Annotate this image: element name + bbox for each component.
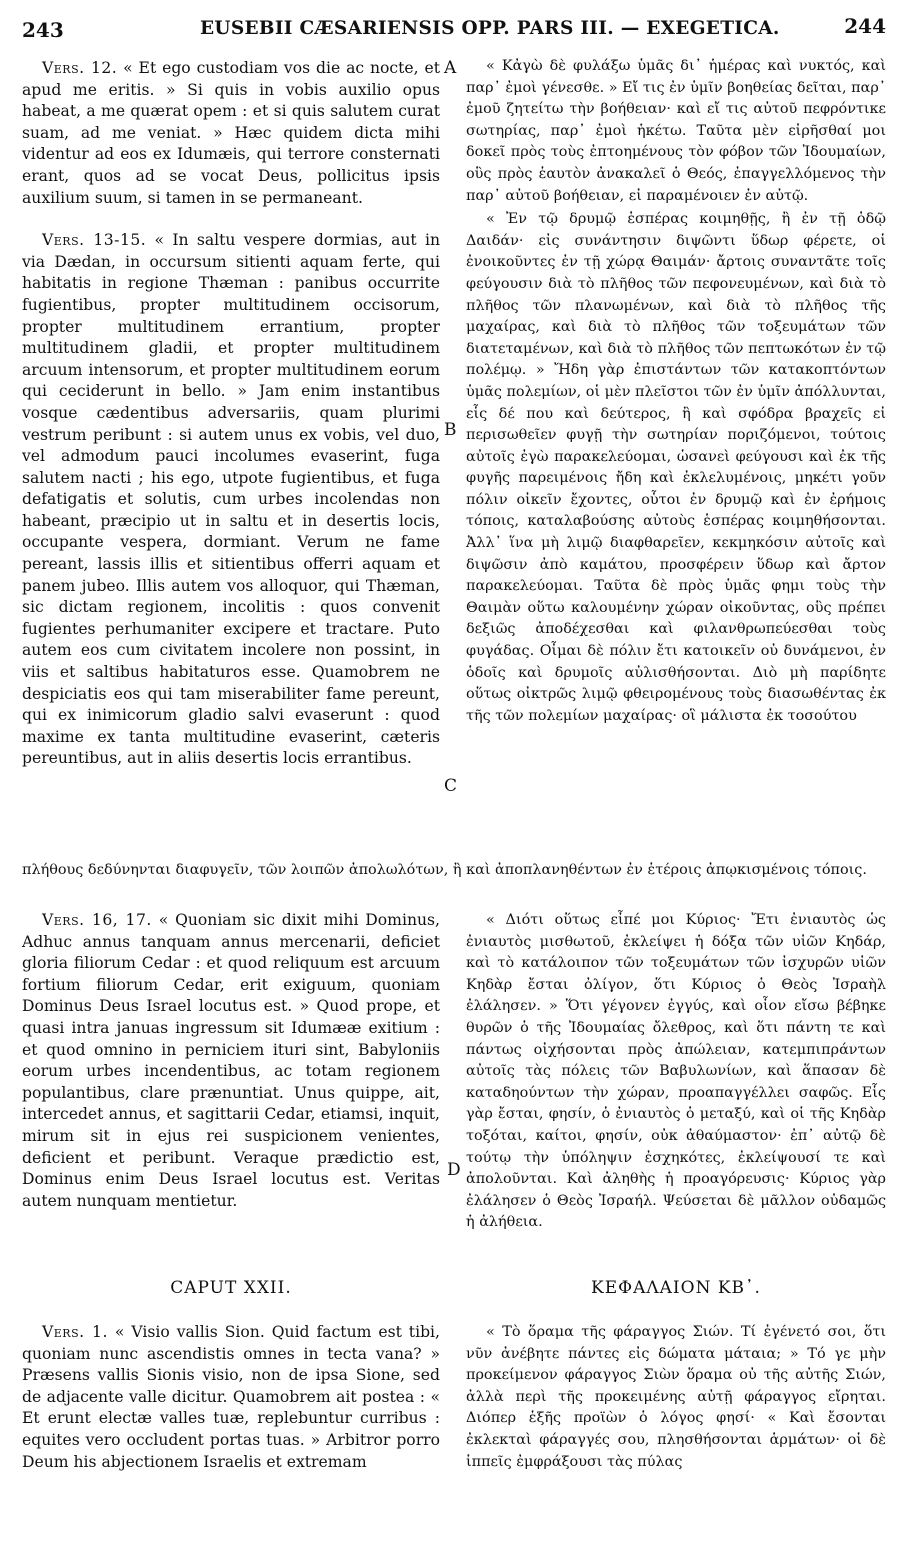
latin-text: « In saltu vespere dormias, aut in via Dædan, in occursum sitienti aquam ferte, qui habitatis in regione Thæman : panibus occurrite fugientibus, propter multitudinem occisorum, propter multitudinem errantium, propter multitudinem gladii, et propter multitudinem arcuum intensorum, et propter multitudinem eorum qui ceciderunt in bello. » Jam enim instantibus vosque cædentibus adversariis, quam plurimi vestrum peribunt : si autem unus ex vobis, vel duo, vel admodum pauci incolumes evaserint, fuga salutem nacti ; his ego, utpote fugientibus, et fuga defatigatis et solutis, cum urbes incolendas non habeant, præcipio ut in saltu et in desertis locis, occupante vespera, dormiant. Verum ne fame pereant, lassis illis et sitientibus offerri aquam et panem jubeo. Illis autem vos alloquor, qui Thæman, sic dictam regionem, incolitis : quos convenit fugientes perhumaniter excipere et tractare. Puto autem eos cum civitatem incolere non possint, in viis et saltibus habitaturos esse. Quamobrem ne despiciatis eos qui tam miserabiliter fame pereunt, qui ex inimicorum gladio salvi evaserunt : quod maxime ex tanta multitudine evaserint, cæteris pereuntibus, aut in aliis desertis locis errantibus. bbox=[22, 231, 440, 768]
latin-paragraph bbox=[22, 58, 440, 209]
margin-letter-c: C bbox=[444, 776, 458, 796]
greek-paragraph: « Κἀγὼ δὲ φυλάξω ὑμᾶς δι᾽ ἡμέρας καὶ νυκτός, καὶ παρ᾽ ἐμοὶ γένεσθε. » Εἴ τις ἐν ὑμῖν βοηθείας δεῖται, παρ᾽ ἐμοῦ ζητείτω τὴν βοήθειαν· καὶ εἴ τις αὐτοῦ πεφρόντικε σωτηρίας, παρ᾽ ἐμοὶ ἡκέτω. Ταῦτα μὲν εἰρῆσθαί μοι δοκεῖ πρὸς τοὺς ἐπτοημένους τὸν φόβον τῶν Ἰδουμαίων, οὓς πρὸς ἑαυτὸν ἀνακαλεῖ ὁ Θεός, ἐπαγγελλόμενος τὴν παρ᾽ αὐτοῦ βοήθειαν, εἰ παραμένοιεν ἐν αὐτῷ. bbox=[466, 58, 886, 204]
chapter-heading-greek: ΚΕΦΑΛΑΙΟΝ ΚΒ᾽. bbox=[591, 1278, 761, 1298]
latin-paragraph bbox=[22, 1322, 440, 1473]
latin-text: « Et ego custodiam vos die ac nocte, et apud me eritis. » Si quis in vobis auxilio opus habeat, a me quærat opem : et si quis salutem curat suam, ad me veniat. » Hæc quidem dicta mihi videntur ad eos ex Idumæis, qui terrore consternati erant, quos ad se vocat Deus, pollicitus ipsis auxilium suum, si tamen in se permaneant. bbox=[22, 59, 440, 207]
greek-column-top bbox=[466, 56, 886, 727]
latin-paragraph bbox=[22, 230, 440, 770]
margin-letter-d: D bbox=[447, 1160, 461, 1180]
latin-text: « Quoniam sic dixit mihi Dominus, Adhuc annus tanquam annus mercenarii, deficiet gloria filiorum Cedar : et quod reliquum est arcuum fortium filiorum Cedar, erit exiguum, quoniam Dominus Deus Israel locutus est. » Quod prope, et quasi intra januas ingressum sit Idumææ exitium : et quod omnino in perniciem ituri sint, Babyloniis eorum urbes incendentibus, ac totam regionem populantibus, clare prænuntiat. Unus quippe, ait, intercedet annus, et sagittarii Cedar, etiamsi, inquit, mirum sit in ejus rei suspicionem venientes, deficient et peribunt. Veraque prædictio est, Dominus enim Deus Israel locutus est. Veritas autem nunquam mentietur. bbox=[22, 911, 440, 1210]
margin-letter-b: B bbox=[444, 420, 457, 440]
verse-label: Vers. 12. bbox=[42, 59, 118, 77]
chapter-heading-latin: CAPUT XXII. bbox=[170, 1278, 292, 1298]
greek-paragraph: « Διότι οὕτως εἶπέ μοι Κύριος· Ἔτι ἐνιαυτὸς ὡς ἐνιαυτὸς μισθωτοῦ, ἐκλείψει ἡ δόξα τῶν υἱῶν Κηδάρ, καὶ τὸ κατάλοιπον τῶν τοξευμάτων τῶν ἰσχυρῶν υἱῶν Κηδὰρ ἔσται ὀλίγον, ὅτι Κύριος ὁ Θεὸς Ἰσραὴλ ἐλάλησεν. » Ὅτι γέγονεν ἐγγύς, καὶ οἷον εἴσω βέβηκε θυρῶν ὁ τῆς Ἰδουμαίας ὄλεθρος, καὶ ὅτι πάντη τε καὶ πάντως οἰχήσονται πρὸς ἀπώλειαν, κατεμπιπράντων αὐτοῖς τὰς πόλεις τῶν Βαβυλωνίων, καὶ ἅπασαν δὲ καταδηούντων τὴν χώραν, προαπαγγέλλει σαφῶς. Εἷς γὰρ ἔσται, φησίν, ὁ ἐνιαυτὸς ὁ μεταξύ, καὶ οἱ τῆς Κηδὰρ τοξόται, καίτοι, φησίν, οὐκ ἀθαύμαστον· ἐπ᾽ αὐτῷ δὲ τούτῳ τὴν ὑπόληψιν ἐσχηκότες, ἐκλείψουσί τε καὶ ἀπολοῦνται. Καὶ ἀληθὴς ἡ προαγόρευσις· Κύριος γὰρ ἐλάλησεν ὁ Θεὸς Ἰσραήλ. Ψεύσεται δὲ μᾶλλον οὐδαμῶς ἡ ἀλήθεια. bbox=[466, 912, 886, 1231]
greek-paragraph: « Τὸ ὅραμα τῆς φάραγγος Σιών. Τί ἐγένετό σοι, ὅτι νῦν ἀνέβητε πάντες εἰς δώματα μάταια; » Τό γε μὴν προκείμενον φάραγγος Σιὼν ὅραμα οὐ τῆς αὐτῆς Σιών, ἀλλὰ περὶ τῆς προκειμένης αὐτῇ φάραγγος εἴρηται. Διόπερ ἑξῆς προϊὼν ὁ λόγος φησί· « Καὶ ἔσονται ἐκλεκταὶ φάραγγές σου, πλησθήσονται ἁρμάτων· οἱ δὲ ἱππεῖς ἐμφράξουσι τὰς πύλας bbox=[466, 1324, 886, 1470]
verse-label: Vers. 16, 17. bbox=[42, 911, 152, 929]
running-title: EUSEBII CÆSARIENSIS OPP. PARS III. — EXEGETICA. bbox=[200, 18, 780, 39]
page-number-left: 243 bbox=[22, 18, 64, 42]
greek-fullwidth-line: πλήθους δεδύνηνται διαφυγεῖν, τῶν λοιπῶν ἀπολωλότων, ἢ καὶ ἀποπλανηθέντων ἐν ἑτέροις ἀπῳκισμένοις τόποις. bbox=[22, 862, 867, 878]
verse-label: Vers. 1. bbox=[42, 1323, 108, 1341]
page-number-right: 244 bbox=[844, 14, 886, 38]
latin-text: « Visio vallis Sion. Quid factum est tibi, quoniam nunc ascendistis omnes in tecta vana? » Præsens vallis Sionis visio, non de ipsa Sione, sed de adjacente valle dicitur. Quamobrem ait postea : « Et erunt electæ valles tuæ, replebuntur curribus : equites vero occludent portas tuas. » Arbitror porro Deum his abjectionem Israelis et extremam bbox=[22, 1323, 440, 1471]
latin-column-middle bbox=[22, 910, 440, 1212]
greek-paragraph: « Ἐν τῷ δρυμῷ ἑσπέρας κοιμηθῇς, ἢ ἐν τῇ ὁδῷ Δαιδάν· εἰς συνάντησιν διψῶντι ὕδωρ φέρετε, οἱ ἐνοικοῦντες ἐν τῇ χώρᾳ Θαιμάν· ἄρτοις συναντᾶτε τοῖς φεύγουσιν διὰ τὸ πλῆθος τῶν πεφονευμένων, καὶ διὰ τὸ πλῆθος τῶν πλανωμένων, καὶ διὰ τὸ πλῆθος τῆς μαχαίρας, καὶ διὰ τὸ πλῆθος τῶν τοξευμάτων τῶν διατεταμένων, καὶ διὰ τὸ πλῆθος τῶν πεπτωκότων ἐν τῷ πολέμῳ. » Ἤδη γὰρ ἐπιστάντων τῶν κατακοπτόντων ὑμᾶς πολεμίων, οἱ μὲν πλεῖστοι τῶν ἐν ὑμῖν ἀπόλλυνται, εἷς δέ που καὶ δεύτερος, ἢ καὶ σφόδρα βραχεῖς εἰ περισωθεῖεν φυγῇ τὴν σωτηρίαν ποριζόμενοι, τούτοις αὐτοῖς ἐγὼ παρακελεύομαι, ὡσανεὶ φεύγουσι καὶ ἐκ τῆς φυγῆς παρειμένοις ἤδη καὶ ἐκλελυμένοις, μηκέτι γοῦν πόλιν οἰκεῖν ἔχοντες, οὗτοι ἐν δρυμῷ καὶ ἐν ἐρήμοις τόποις, καταλαβούσης αὐτοὺς ἑσπέρας κοιμηθήσονται. Ἀλλ᾽ ἵνα μὴ λιμῷ διαφθαρεῖεν, κεκμηκόσιν αὐτοῖς καὶ διψῶσιν ἀπὸ καμάτου, προσφέρειν ὕδωρ καὶ ἄρτον παρακελεύομαι. Ταῦτα δὲ πρὸς ὑμᾶς φημι τοὺς τὴν Θαιμὰν οὕτω καλουμένην χώραν οἰκοῦντας, οὓς πρέπει δεξιῶς ἀποδέχεσθαι καὶ φιλανθρωπεύεσθαι τοὺς φυγάδας. Οἶμαι δὲ πόλιν ἔτι κατοικεῖν οὐ δυνάμενοι, ἐν ὁδοῖς καὶ δρυμοῖς αὐλισθήσονται. Διὸ μὴ παρίδητε οὕτως οἰκτρῶς λιμῷ φθειρομένους τοὺς διασωθέντας ἐκ τῆς τῶν πολεμίων μαχαίρας· οἳ μάλιστα ἐκ τοσούτου bbox=[466, 211, 886, 724]
margin-letter-a: A bbox=[444, 58, 457, 78]
page-header bbox=[0, 14, 908, 44]
latin-paragraph bbox=[22, 910, 440, 1212]
verse-label: Vers. 13-15. bbox=[42, 231, 147, 250]
greek-column-middle bbox=[466, 910, 886, 1234]
greek-column-bottom bbox=[466, 1322, 886, 1473]
latin-column-top bbox=[22, 58, 440, 770]
latin-column-bottom bbox=[22, 1322, 440, 1473]
